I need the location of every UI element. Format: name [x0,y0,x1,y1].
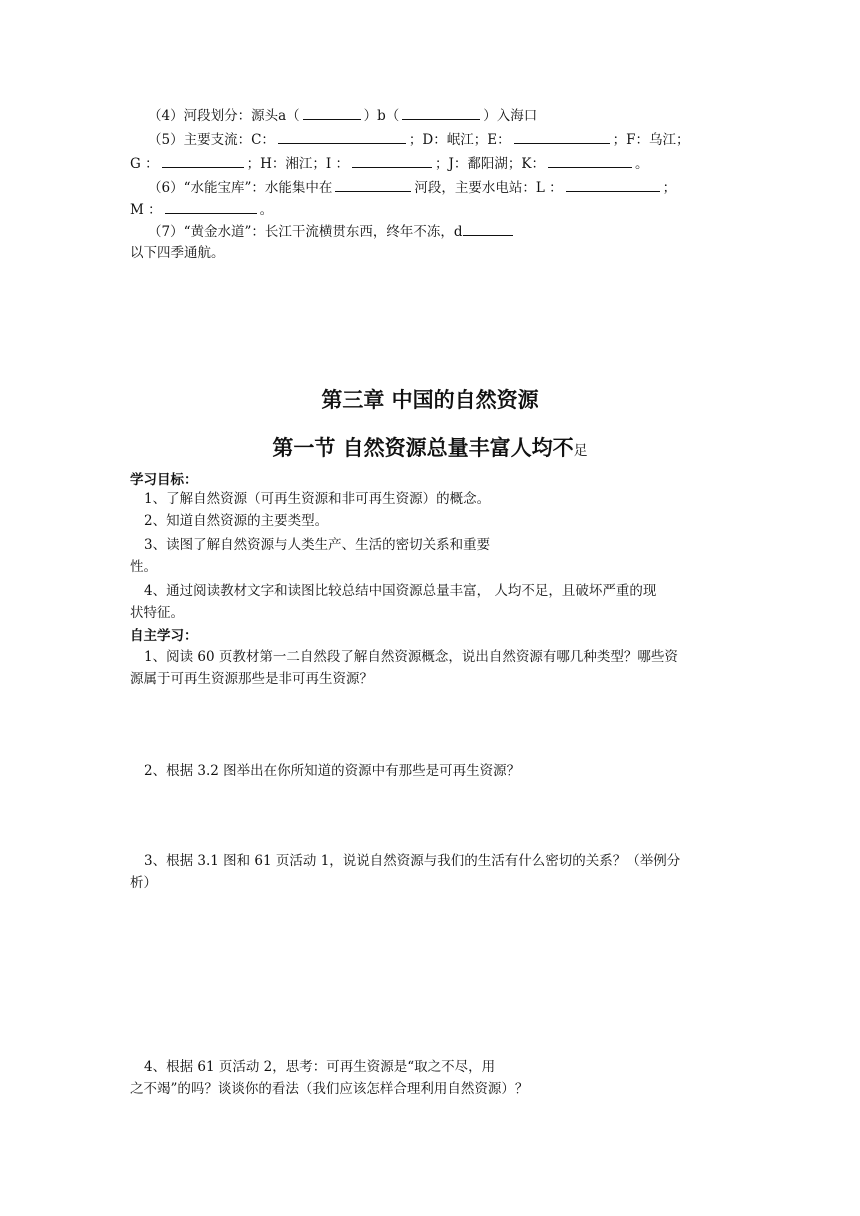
blank-a[interactable] [303,104,361,120]
question-3-cont: 析） [130,875,157,891]
question-4: 4、根据 61 页活动 2，思考：可再生资源是“取之不尽，用 [144,1059,496,1075]
blank-d[interactable] [463,220,513,236]
tributaries-line: （5）主要支流：C： ；D：岷江；E： ；F：乌江； [148,128,689,151]
question-1: 1、阅读 60 页教材第一二自然段了解自然资源概念，说出自然资源有哪几种类型？哪些资 [144,649,678,665]
goal-3-cont: 性。 [130,559,157,575]
blank-i[interactable] [352,152,432,168]
blank-c[interactable] [278,128,406,144]
hydropower-line: （6）“水能宝库”：水能集中在 河段，主要水电站：L ： ； [148,176,676,199]
blank-l[interactable] [566,176,660,192]
blank-hydro-segment[interactable] [335,176,411,192]
goals-heading: 学习目标： [130,472,198,488]
goal-4-cont: 状特征。 [130,605,184,621]
golden-waterway-line-2: 以下四季通航。 [130,245,225,261]
question-3: 3、根据 3.1 图和 61 页活动 1，说说自然资源与我们的生活有什么密切的关系？（举例分 [144,853,681,869]
goal-2: 2、知道自然资源的主要类型。 [144,513,329,529]
blank-m[interactable] [165,198,257,214]
question-4-cont: 之不竭”的吗？谈谈你的看法（我们应该怎样合理利用自然资源）？ [130,1081,529,1097]
section-title: 第一节 自然资源总量丰富人均不足 [272,436,588,460]
blank-g[interactable] [162,152,244,168]
hydropower-line-2: M ： 。 [130,198,273,221]
blank-b[interactable] [402,104,480,120]
river-segment-line: （4）河段划分：源头a（ ）b（ ）入海口 [148,104,537,127]
chapter-title: 第三章 中国的自然资源 [321,388,539,412]
self-study-heading: 自主学习： [130,628,198,644]
goal-4: 4、通过阅读教材文字和读图比较总结中国资源总量丰富， 人均不足，且破坏严重的现 [144,583,657,599]
tributaries-line-2: G ： ；H：湘江；I ： ；J：鄱阳湖；K： 。 [130,152,648,175]
goal-1: 1、了解自然资源（可再生资源和非可再生资源）的概念。 [144,491,491,507]
golden-waterway-line: （7）“黄金水道”：长江干流横贯东西，终年不冻，d [148,220,516,243]
question-2: 2、根据 3.2 图举出在你所知道的资源中有那些是可再生资源？ [144,763,521,779]
blank-k[interactable] [548,152,632,168]
question-1-cont: 源属于可再生资源那些是非可再生资源？ [130,671,373,687]
blank-e[interactable] [514,128,610,144]
goal-3: 3、读图了解自然资源与人类生产、生活的密切关系和重要 [144,537,491,553]
